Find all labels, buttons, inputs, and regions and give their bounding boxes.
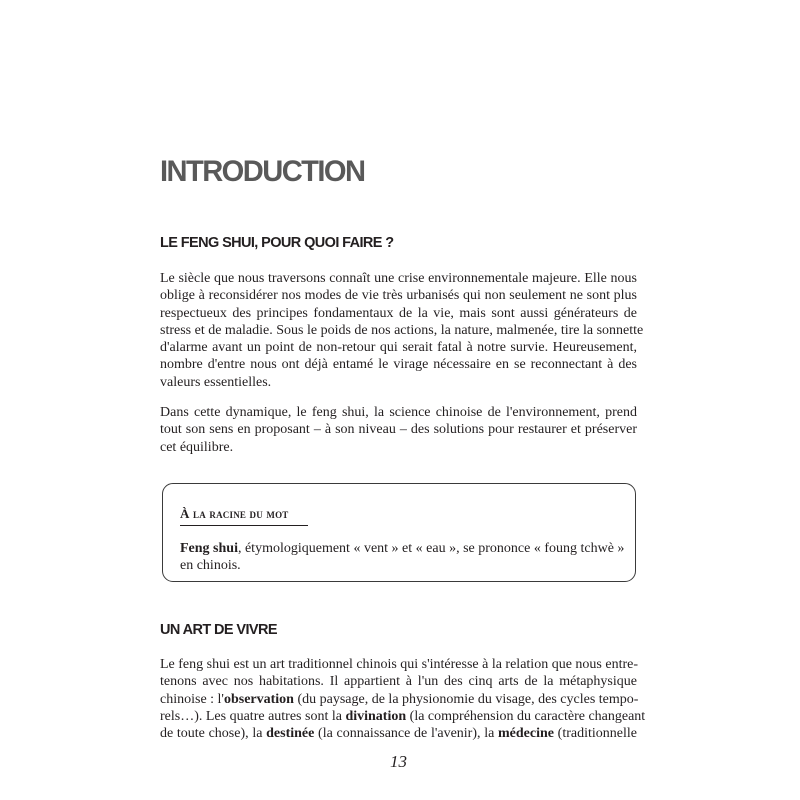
text-fragment: de toute chose), la — [160, 726, 267, 742]
text-line — [160, 725, 637, 742]
text-fragment: (la compréhension du caractère changeant — [406, 708, 646, 724]
box-title-underline — [180, 525, 308, 526]
text-fragment: (traditionnelle — [553, 726, 637, 742]
etymology-box — [162, 483, 636, 582]
definition-line — [180, 540, 625, 557]
text-fragment: rels…). Les quatre autres sont la — [160, 708, 346, 724]
text-line: tout son sens en proposant – à son niveau – des solutions pour restaurer et préserver — [160, 422, 637, 438]
text-fragment: chinoise : l' — [160, 691, 224, 707]
text-line: oblige à reconsidérer nos modes de vie très urbanisés qui non seulement ne sont plus — [160, 288, 637, 304]
text-line: tenons avec nos habitations. Il appartient à l'un des cinq arts de la métaphysique — [160, 674, 637, 690]
term-medecine: médecine — [498, 726, 554, 742]
text-line — [160, 691, 637, 708]
text-line: nombre d'entre nous ont déjà entamé le virage nécessaire en se reconnectant à des — [160, 357, 637, 373]
paragraph-art-de-vivre — [160, 656, 646, 742]
text-line: Dans cette dynamique, le feng shui, la science chinoise de l'environnement, prend — [160, 405, 637, 420]
text-fragment: (la connaissance de l'avenir), la — [314, 726, 498, 742]
term-feng-shui: Feng shui — [180, 541, 238, 556]
term-observation: observation — [223, 691, 294, 707]
chapter-title: INTRODUCTION — [160, 155, 365, 188]
box-title: À la racine du mot — [180, 506, 289, 521]
paragraph-crisis — [160, 270, 644, 391]
section-heading-feng-shui: LE FENG SHUI, POUR QUOI FAIRE ? — [160, 235, 394, 251]
paragraph-dynamics — [160, 404, 637, 456]
text-line: d'alarme avant un point de non-retour qui serait fatal à notre survie. Heureusement, — [160, 340, 637, 356]
definition-text: , étymologiquement « vent » et « eau », se prononce « foung tchwè » — [237, 541, 625, 556]
text-fragment: (du paysage, de la physionomie du visage, des cycles tempo- — [293, 691, 639, 707]
text-line: valeurs essentielles. — [160, 374, 272, 390]
text-line: Le siècle que nous traversons connaît une crise environnementale majeure. Elle nous — [160, 271, 637, 286]
section-heading-art-de-vivre: UN ART DE VIVRE — [160, 622, 277, 638]
term-divination: divination — [345, 708, 407, 724]
page-number: 13 — [390, 752, 407, 771]
text-line: respectueux des principes fondamentaux de la vie, mais sont aussi générateurs de — [160, 305, 637, 321]
text-line: cet équilibre. — [160, 439, 234, 455]
box-definition — [180, 540, 625, 575]
text-line: stress et de maladie. Sous le poids de nos actions, la nature, malmenée, tire la sonnette — [160, 322, 644, 338]
text-line — [160, 708, 646, 725]
text-line: Le feng shui est un art traditionnel chinois qui s'intéresse à la relation que nous entre- — [160, 657, 638, 672]
term-destinee: destinée — [266, 726, 315, 742]
definition-line: en chinois. — [180, 558, 241, 574]
